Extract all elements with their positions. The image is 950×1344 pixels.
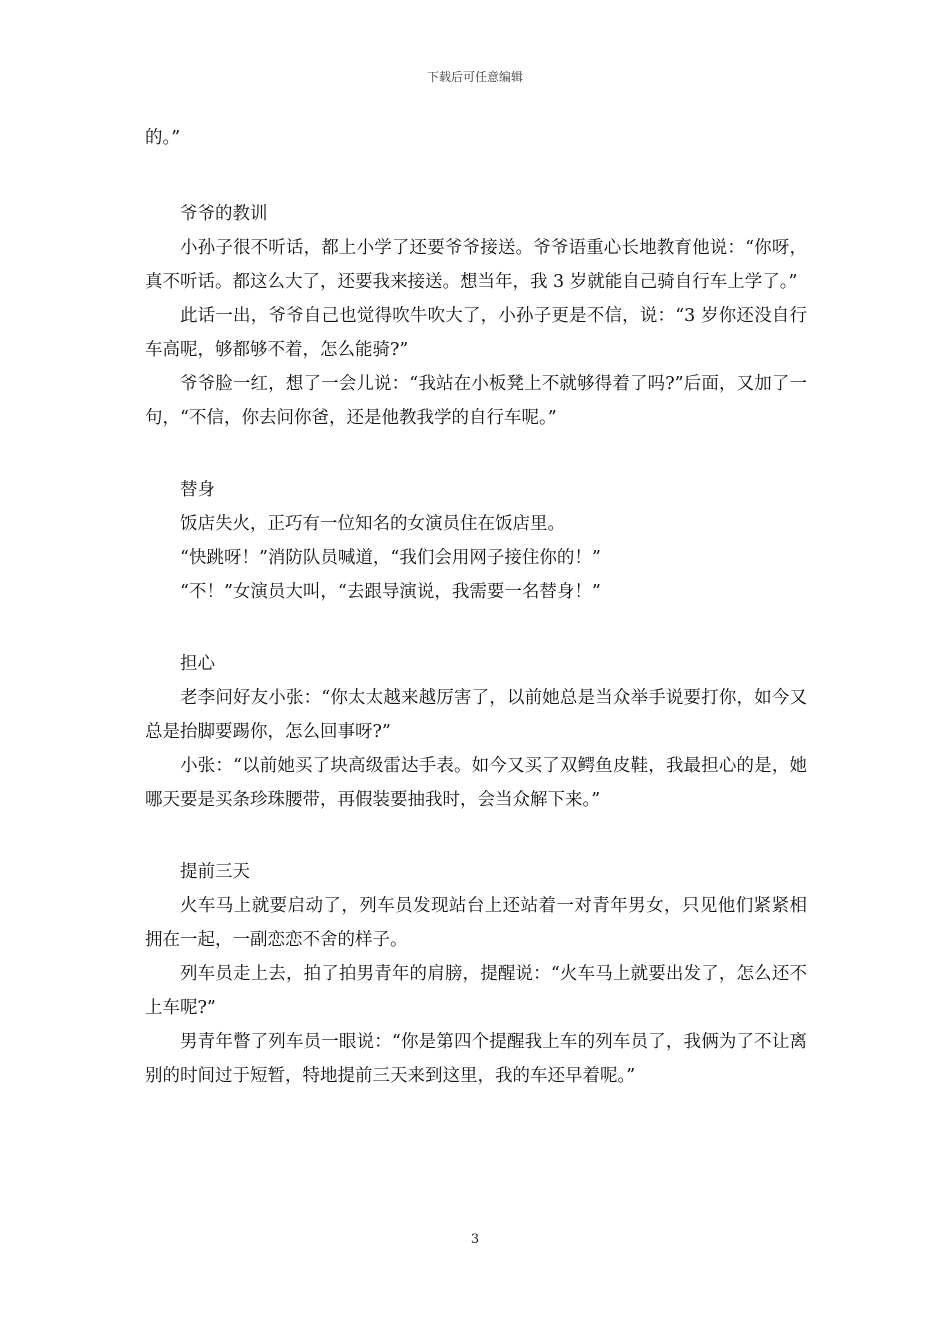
intro-tail: 的。”: [145, 128, 181, 148]
paragraph: 小张：“以前她买了块高级雷达手表。如今又买了双鳄鱼皮鞋，我最担心的是，她哪天要是买条珍珠腰带，再假装要抽我时，会当众解下来。”: [145, 756, 807, 810]
paragraph: 此话一出，爷爷自己也觉得吹牛吹大了，小孙子更是不信，说：“3 岁你还没自行车高呢，够都够不着，怎么能骑?”: [145, 306, 807, 360]
joke-section-grandpa: [145, 197, 807, 435]
paragraph: 火车马上就要启动了，列车员发现站台上还站着一对青年男女，只见他们紧紧相拥在一起，一副恋恋不舍的样子。: [145, 896, 807, 950]
section-title: 提前三天: [180, 862, 250, 882]
page-header: 下载后可任意编辑: [426, 70, 523, 84]
paragraph: “快跳呀！”消防队员喊道，“我们会用网子接住你的！”: [180, 548, 601, 568]
paragraph: 老李问好友小张：“你太太越来越厉害了，以前她总是当众举手说要打你，如今又总是抬脚要踢你，怎么回事呀?”: [145, 688, 807, 742]
paragraph: 饭店失火，正巧有一位知名的女演员住在饭店里。: [180, 514, 565, 534]
joke-section-worry: [145, 647, 807, 817]
document-body: [145, 121, 807, 1093]
joke-section-three-days: [145, 855, 807, 1093]
paragraph: 小孙子很不听话，都上小学了还要爷爷接送。爷爷语重心长地教育他说：“你呀，真不听话。都这么大了，还要我来接送。想当年，我 3 岁就能自己骑自行车上学了。”: [145, 238, 807, 292]
section-title: 担心: [180, 654, 215, 674]
page-number: 3: [470, 1232, 480, 1247]
section-title: 爷爷的教训: [180, 204, 268, 224]
section-title: 替身: [180, 480, 215, 500]
joke-section-standin: [145, 473, 807, 609]
paragraph: 爷爷脸一红，想了一会儿说：“我站在小板凳上不就够得着了吗?”后面，又加了一句，“不信，你去问你爸，还是他教我学的自行车呢。”: [145, 374, 807, 428]
paragraph: “不！”女演员大叫，“去跟导演说，我需要一名替身！”: [180, 582, 601, 602]
paragraph: 男青年瞥了列车员一眼说：“你是第四个提醒我上车的列车员了，我俩为了不让离别的时间过于短暂，特地提前三天来到这里，我的车还早着呢。”: [145, 1032, 807, 1086]
paragraph: 列车员走上去，拍了拍男青年的肩膀，提醒说：“火车马上就要出发了，怎么还不上车呢?”: [145, 964, 807, 1018]
